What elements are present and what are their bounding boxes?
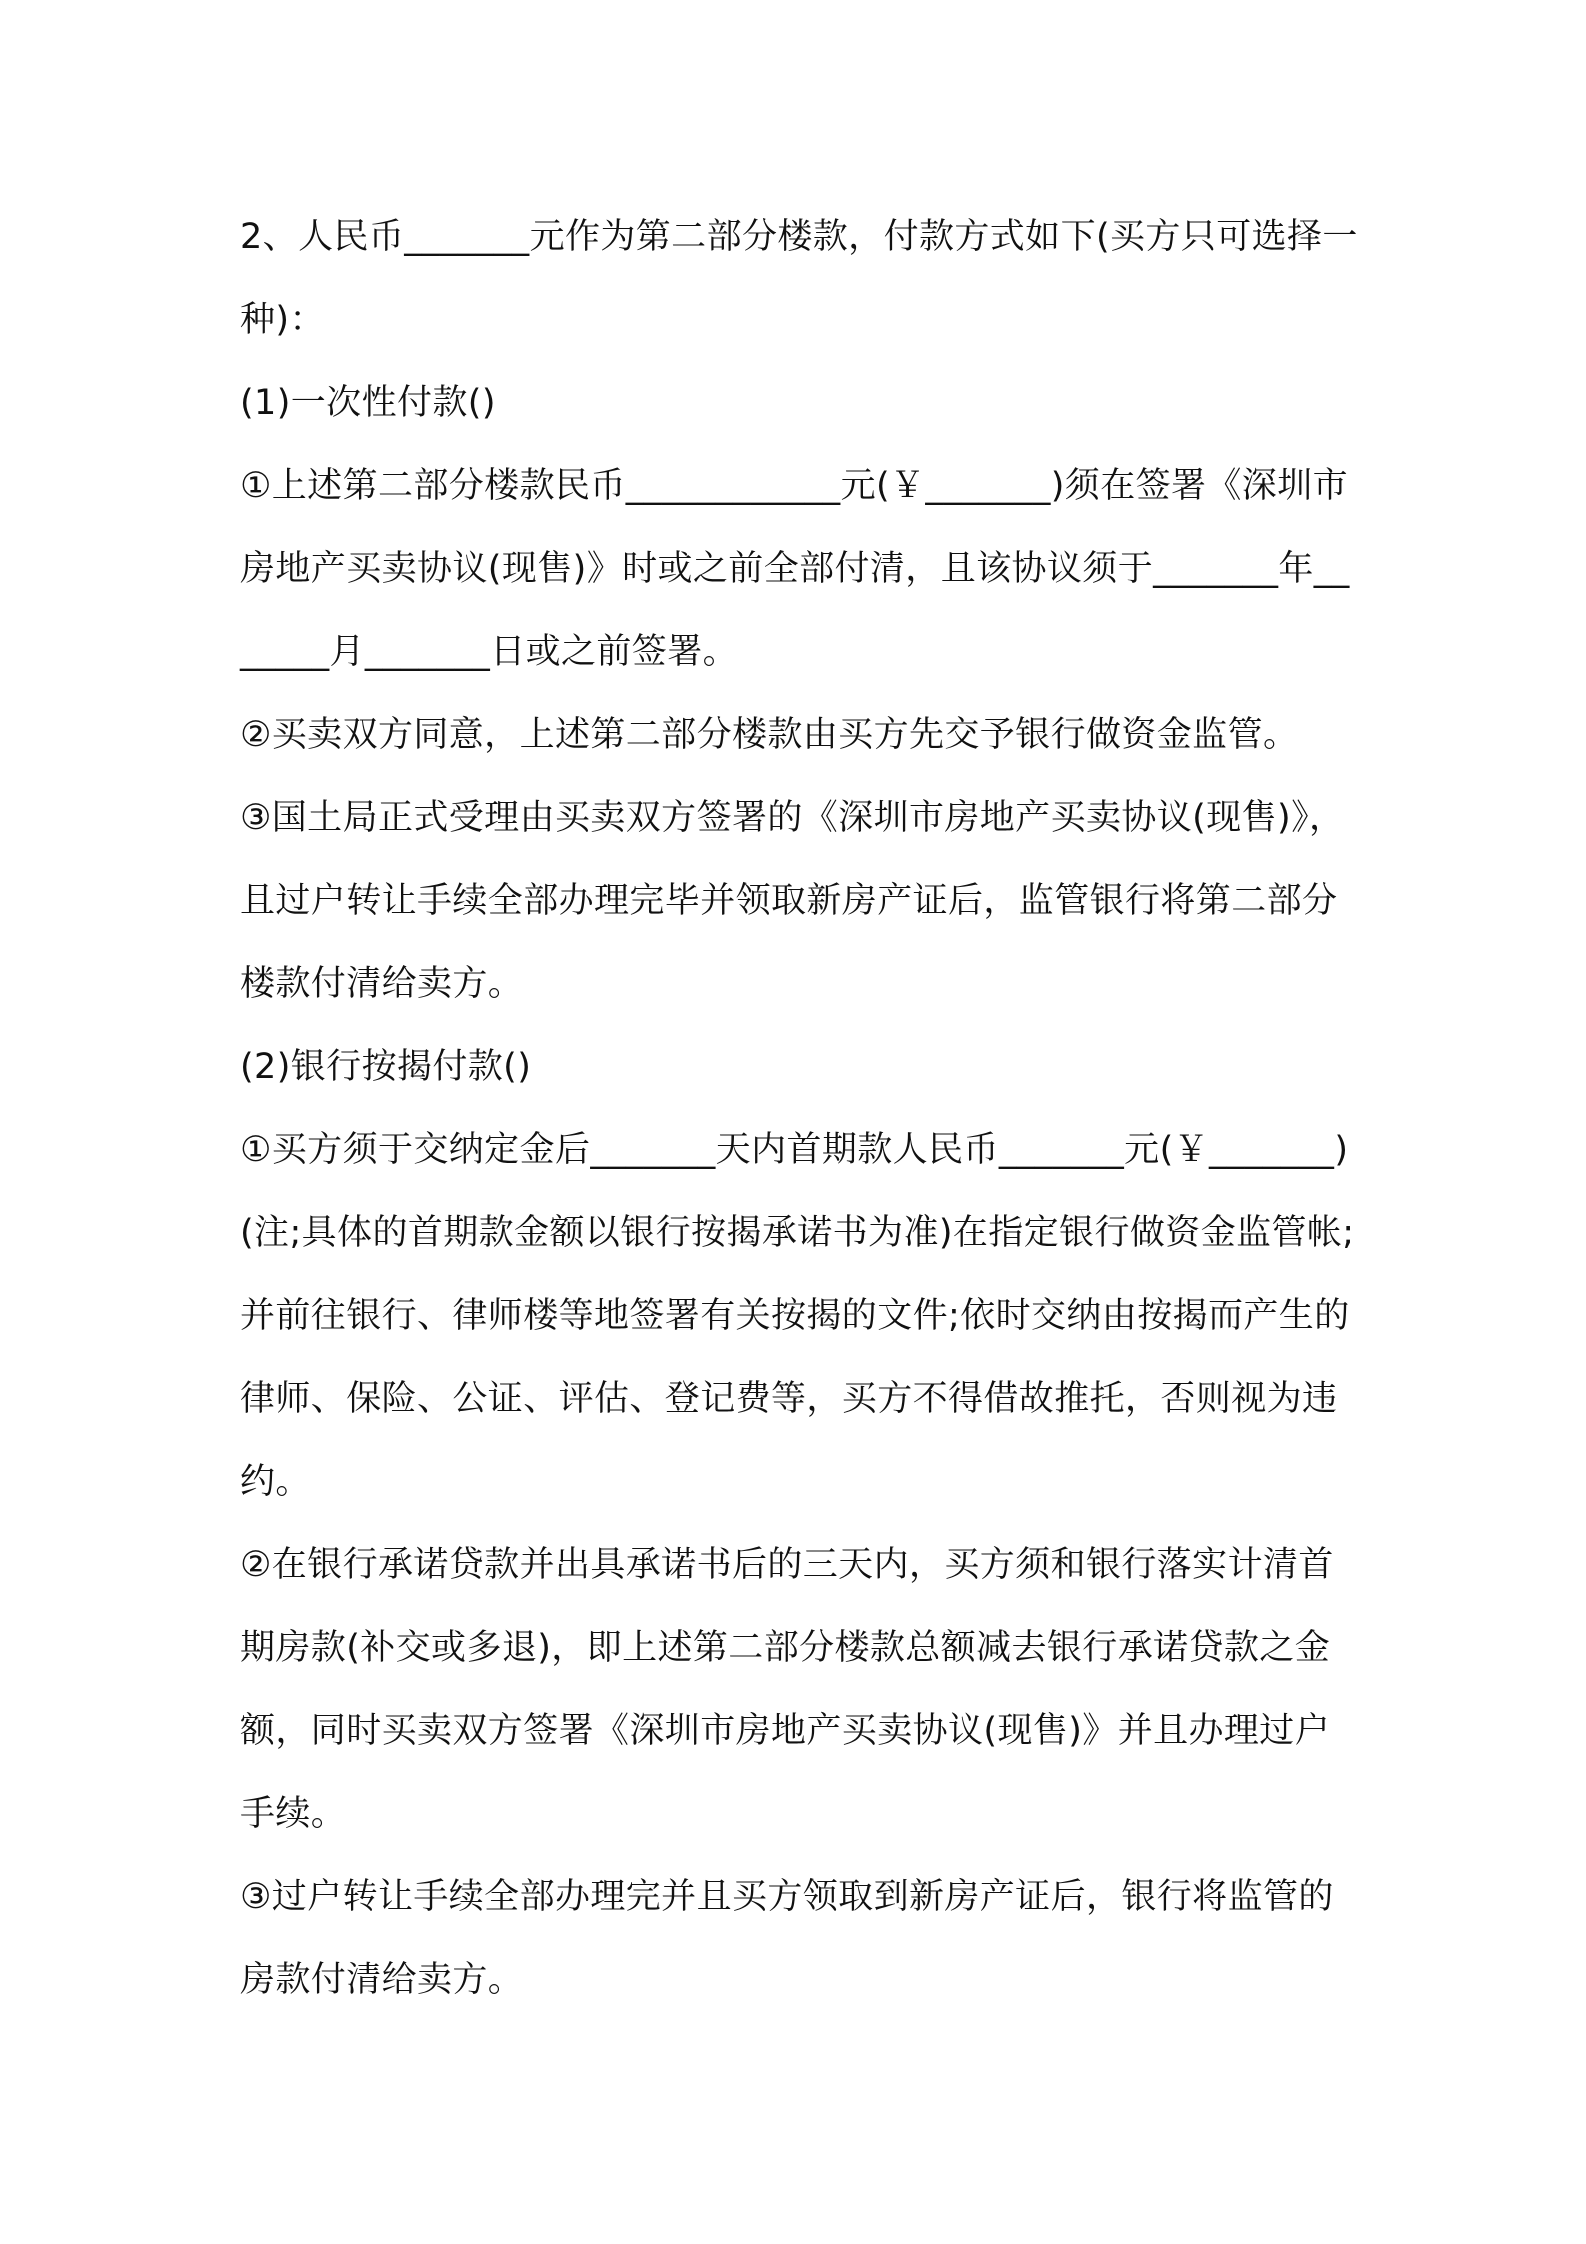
- paragraph-mortgage-item-1: ①买方须于交纳定金后_______天内首期款人民币_______元(￥_______)(注;具体的首期款金额以银行按揭承诺书为准)在指定银行做资金监管帐;并前往银行、律师楼等地签署有关按揭的文件;依时交纳由按揭而产生的律师、保险、公证、评估、登记费等，买方不得借故推托，否则视为违约。: [240, 1130, 1355, 1502]
- paragraph-lump-sum-item-1: ①上述第二部分楼款民币____________元(￥_______)须在签署《深圳市房地产买卖协议(现售)》时或之前全部付清，且该协议须于_______年_______月_______日或之前签署。: [240, 466, 1350, 672]
- paragraph-mortgage-item-3: ③过户转让手续全部办理完并且买方领取到新房产证后，银行将监管的房款付清给卖方。: [240, 1877, 1334, 2000]
- paragraph-lump-sum-heading: (1)一次性付款(): [240, 383, 496, 423]
- paragraph-mortgage-heading: (2)银行按揭付款(): [240, 1047, 532, 1087]
- paragraph-mortgage-item-2: ②在银行承诺贷款并出具承诺书后的三天内，买方须和银行落实计清首期房款(补交或多退)，即上述第二部分楼款总额减去银行承诺贷款之金额，同时买卖双方签署《深圳市房地产买卖协议(现售)》并且办理过户手续。: [240, 1545, 1334, 1834]
- paragraph-lump-sum-item-3: ③国土局正式受理由买卖双方签署的《深圳市房地产买卖协议(现售)》，且过户转让手续全部办理完毕并领取新房产证后，监管银行将第二部分楼款付清给卖方。: [240, 798, 1345, 1004]
- paragraph-lump-sum-item-2: ②买卖双方同意，上述第二部分楼款由买方先交予银行做资金监管。: [240, 715, 1299, 755]
- paragraph-second-payment: 2、人民币_______元作为第二部分楼款，付款方式如下(买方只可选择一种)：: [240, 217, 1358, 340]
- document-body: [240, 196, 1360, 2022]
